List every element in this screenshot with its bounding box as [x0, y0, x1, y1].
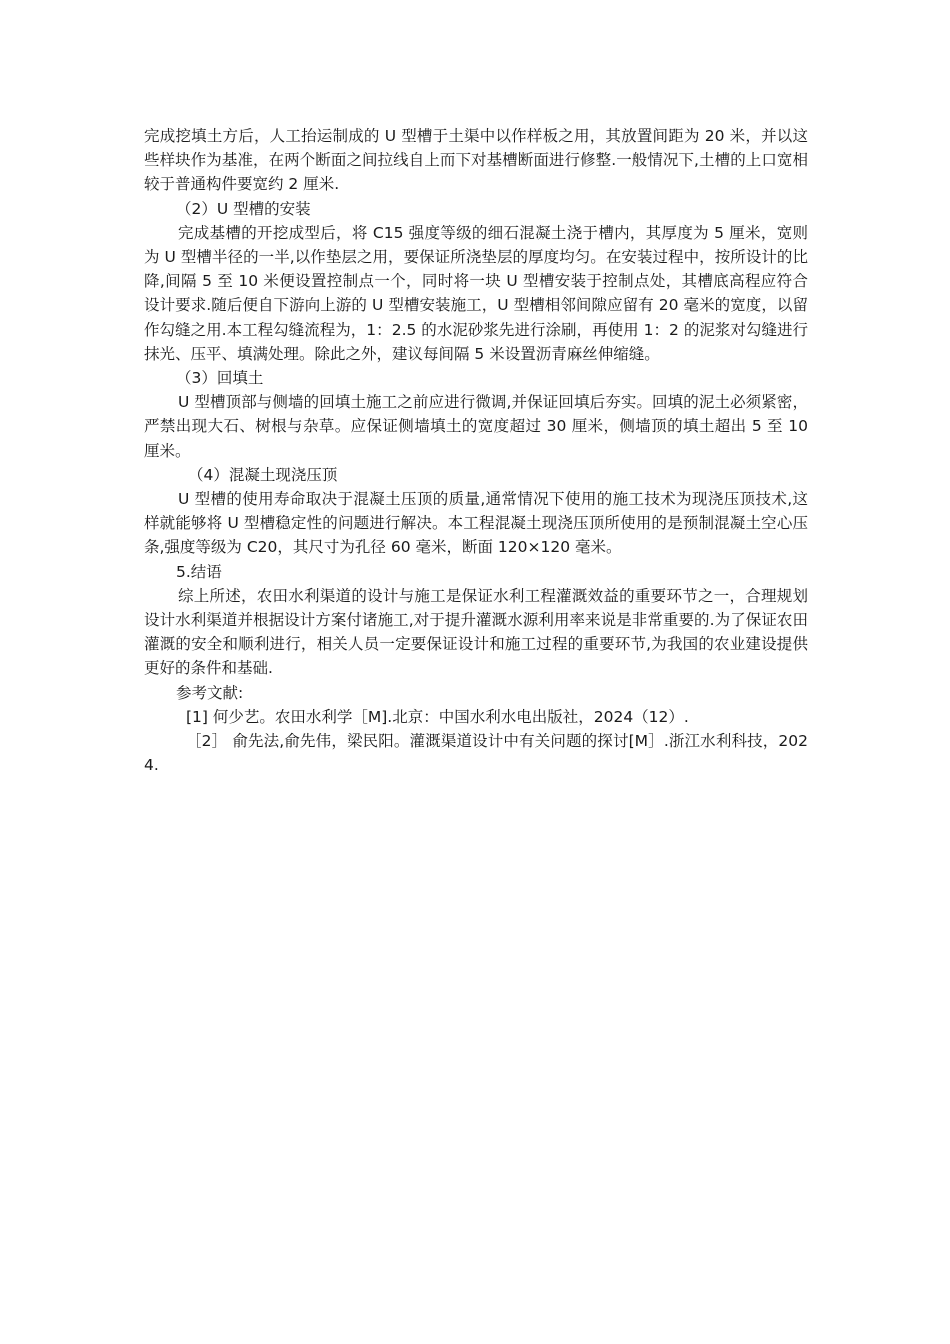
paragraph-backfill: U 型槽顶部与侧墙的回填土施工之前应进行微调,并保证回填后夯实。回填的泥土必须紧密，严禁出现大石、树根与杂草。应保证侧墙填土的宽度超过 30 厘米，侧墙顶的填土超出 5 至 10 厘米。: [144, 393, 808, 460]
section-heading-concrete-capping: （4）混凝土现浇压顶: [188, 465, 338, 484]
paragraph-conclusion: 综上所述，农田水利渠道的设计与施工是保证水利工程灌溉效益的重要环节之一，合理规划设计水利渠道并根据设计方案付诸施工,对于提升灌溉水源利用率来说是非常重要的.为了保证农田灌溉的安全和顺利进行，相关人员一定要保证设计和施工过程的重要环节,为我国的农业建设提供更好的条件和基础.: [144, 586, 808, 678]
paragraph-installation: 完成基槽的开挖成型后，将 C15 强度等级的细石混凝土浇于槽内，其厚度为 5 厘米，宽则为 U 型槽半径的一半,以作垫层之用，要保证所浇垫层的厚度均匀。在安装过程中，按所设计的比降,间隔 5 至 10 米便设置控制点一个，同时将一块 U 型槽安装于控制点处，其槽底高程应符合设计要求.随后便自下游向上游的 U 型槽安装施工，U 型槽相邻间隙应留有 20 毫米的宽度，以留作勾缝之用.本工程勾缝流程为，1：2.5 的水泥砂浆先进行涂刷，再使用 1：2 的泥浆对勾缝进行抹光、压平、填满处理。除此之外，建议每间隔 5 米设置沥青麻丝伸缩缝。: [144, 223, 808, 363]
section-heading-u-channel-installation: （2）U 型槽的安装: [176, 199, 311, 218]
section-heading-conclusion: 5.结语: [176, 562, 222, 581]
section-heading-backfill: （3）回填土: [176, 369, 264, 388]
reference-item-1: [1] 何少艺。农田水利学［M].北京：中国水利水电出版社，2024（12）.: [186, 707, 689, 726]
document-page: [144, 124, 808, 777]
references-heading: 参考文献:: [176, 683, 244, 702]
paragraph-concrete-capping: U 型槽的使用寿命取决于混凝土压顶的质量,通常情况下使用的施工技术为现浇压顶技术,这样就能够将 U 型槽稳定性的问题进行解决。本工程混凝土现浇压顶所使用的是预制混凝土空心压条,强度等级为 C20，其尺寸为孔径 60 毫米，断面 120×120 毫米。: [144, 490, 808, 557]
paragraph-continued: 完成挖填土方后，人工抬运制成的 U 型槽于土渠中以作样板之用，其放置间距为 20 米，并以这些样块作为基准，在两个断面之间拉线自上而下对基槽断面进行修整.一般情况下,土槽的上口宽相较于普通构件要宽约 2 厘米.: [144, 127, 808, 194]
reference-item-2: ［2］ 俞先法,俞先伟，梁民阳。灌溉渠道设计中有关问题的探讨[M］.浙江水利科技，2024.: [144, 732, 808, 775]
